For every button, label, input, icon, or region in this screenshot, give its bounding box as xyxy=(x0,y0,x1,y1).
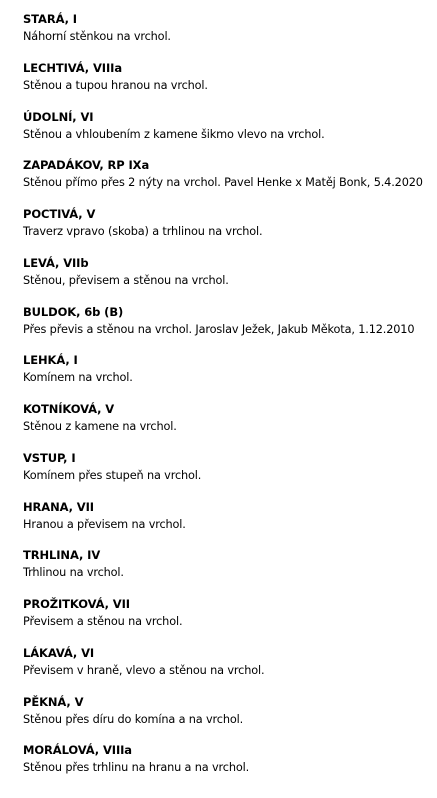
route-description: Trhlinou na vrchol. xyxy=(23,566,124,580)
route-entry xyxy=(23,12,437,61)
route-description: Komínem na vrchol. xyxy=(23,371,133,385)
route-name: PĚKNÁ, V xyxy=(23,694,84,709)
route-name: PROŽITKOVÁ, VII xyxy=(23,597,130,611)
route-name: LEHKÁ, I xyxy=(23,353,78,368)
route-name: LECHTIVÁ, VIIIa xyxy=(23,60,122,75)
route-entry xyxy=(23,158,437,207)
route-entry xyxy=(23,61,437,110)
route-description: Stěnou přímo přes 2 nýty na vrchol. Pavel Henke x Matěj Bonk, 5.4.2020 xyxy=(23,176,423,190)
route-description: Přes převis a stěnou na vrchol. Jaroslav Ježek, Jakub Měkota, 1.12.2010 xyxy=(23,322,415,336)
route-entry xyxy=(23,256,437,305)
route-description: Stěnou a vhloubením z kamene šikmo vlevo na vrchol. xyxy=(23,127,325,141)
route-name: VSTUP, I xyxy=(23,450,76,465)
route-name: MORÁLOVÁ, VIIIa xyxy=(23,743,132,758)
route-entry xyxy=(23,305,437,354)
route-description: Hranou a převisem na vrchol. xyxy=(23,517,186,531)
route-entry xyxy=(23,597,437,646)
route-description: Traverz vpravo (skoba) a trhlinou na vrchol. xyxy=(23,225,263,238)
route-description: Komínem přes stupeň na vrchol. xyxy=(23,468,202,482)
route-entry xyxy=(23,548,437,597)
route-entry xyxy=(23,402,437,451)
route-name: LÁKAVÁ, VI xyxy=(23,645,95,660)
route-entry xyxy=(23,695,437,744)
route-description: Náhorní stěnkou na vrchol. xyxy=(23,30,171,43)
route-name: ÚDOLNÍ, VI xyxy=(23,109,94,124)
route-entry xyxy=(23,500,437,549)
route-description: Stěnou z kamene na vrchol. xyxy=(23,420,177,433)
route-description: Stěnou, převisem a stěnou na vrchol. xyxy=(23,273,229,287)
route-name: BULDOK, 6b (B) xyxy=(23,304,124,319)
route-description: Převisem v hraně, vlevo a stěnou na vrchol. xyxy=(23,663,265,677)
route-name: POCTIVÁ, V xyxy=(23,207,96,221)
route-name: TRHLINA, IV xyxy=(23,548,101,563)
route-entry xyxy=(23,207,437,256)
route-entry xyxy=(23,743,437,792)
route-entry xyxy=(23,110,437,159)
route-name: LEVÁ, VIIb xyxy=(23,255,89,270)
route-entry xyxy=(23,646,437,695)
route-description: Převisem a stěnou na vrchol. xyxy=(23,615,183,628)
route-entry xyxy=(23,451,437,500)
route-description: Stěnou přes díru do komína a na vrchol. xyxy=(23,712,244,726)
route-name: ZAPADÁKOV, RP IXa xyxy=(23,158,150,173)
route-name: HRANA, VII xyxy=(23,499,94,514)
route-description: Stěnou a tupou hranou na vrchol. xyxy=(23,78,208,92)
route-description: Stěnou přes trhlinu na hranu a na vrchol. xyxy=(23,761,250,775)
route-name: KOTNÍKOVÁ, V xyxy=(23,402,115,416)
route-name: STARÁ, I xyxy=(23,12,77,26)
route-entry xyxy=(23,353,437,402)
